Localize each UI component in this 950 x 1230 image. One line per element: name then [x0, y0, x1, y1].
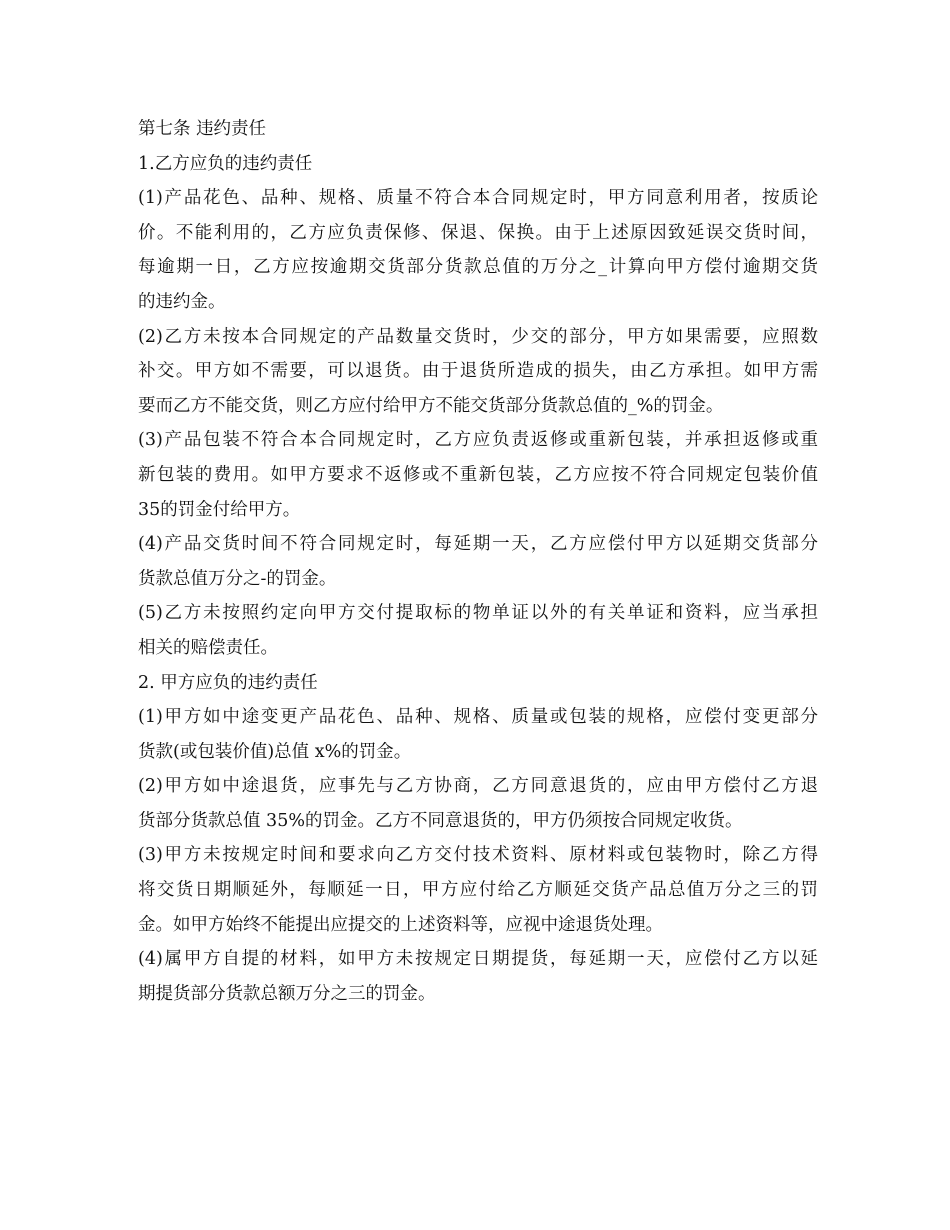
- text-line: 每逾期一日，乙方应按逾期交货部分货款总值的万分之_计算向甲方偿付逾期交货: [138, 257, 818, 278]
- text-line: (4)产品交货时间不符合同规定时，每延期一天，乙方应偿付甲方以延期交货部分: [138, 534, 818, 555]
- text-line: 将交货日期顺延外，每顺延一日，甲方应付给乙方顺延交货产品总值万分之三的罚: [138, 880, 818, 901]
- text-line: 货部分货款总值 35%的罚金。乙方不同意退货的，甲方仍须按合同规定收货。: [138, 810, 743, 831]
- text-line: (2)乙方未按本合同规定的产品数量交货时，少交的部分，甲方如果需要，应照数: [138, 326, 818, 347]
- text-line: (2)甲方如中途退货，应事先与乙方协商，乙方同意退货的，应由甲方偿付乙方退: [138, 776, 818, 797]
- text-line: 货款(或包装价值)总值 x%的罚金。: [138, 741, 412, 762]
- text-line: 新包装的费用。如甲方要求不返修或不重新包装，乙方应按不符合同规定包装价值: [138, 464, 818, 485]
- text-line: (5)乙方未按照约定向甲方交付提取标的物单证以外的有关单证和资料，应当承担: [138, 603, 818, 624]
- text-line: 价。不能利用的，乙方应负责保修、保退、保换。由于上述原因致延误交货时间，: [138, 222, 818, 243]
- text-line: (4)属甲方自提的材料，如甲方未按规定日期提货，每延期一天，应偿付乙方以延: [138, 949, 818, 970]
- text-line: (1)产品花色、品种、规格、质量不符合本合同规定时，甲方同意利用者，按质论: [138, 188, 818, 209]
- section-heading-party-b: 1.乙方应负的违约责任: [138, 153, 313, 174]
- text-line: (3)产品包装不符合本合同规定时，乙方应负责返修或重新包装，并承担返修或重: [138, 430, 818, 451]
- text-line: 金。如甲方始终不能提出应提交的上述资料等，应视中途退货处理。: [138, 914, 663, 935]
- document-page: [138, 112, 818, 1011]
- section-heading-party-a: 2. 甲方应负的违约责任: [138, 672, 318, 693]
- text-line: (1)甲方如中途变更产品花色、品种、规格、质量或包装的规格，应偿付变更部分: [138, 707, 818, 728]
- article-title: 第七条 违约责任: [138, 119, 267, 139]
- text-line: 要而乙方不能交货，则乙方应付给甲方不能交货部分货款总值的_%的罚金。: [138, 395, 724, 416]
- text-line: 货款总值万分之-的罚金。: [138, 568, 337, 589]
- text-line: 的违约金。: [138, 291, 226, 312]
- text-line: 35的罚金付给甲方。: [138, 499, 301, 520]
- text-line: 期提货部分货款总额万分之三的罚金。: [138, 983, 436, 1004]
- text-line: 补交。甲方如不需要，可以退货。由于退货所造成的损失，由乙方承担。如甲方需: [138, 361, 818, 382]
- text-line: (3)甲方未按规定时间和要求向乙方交付技术资料、原材料或包装物时，除乙方得: [138, 845, 818, 866]
- text-line: 相关的赔偿责任。: [138, 637, 278, 658]
